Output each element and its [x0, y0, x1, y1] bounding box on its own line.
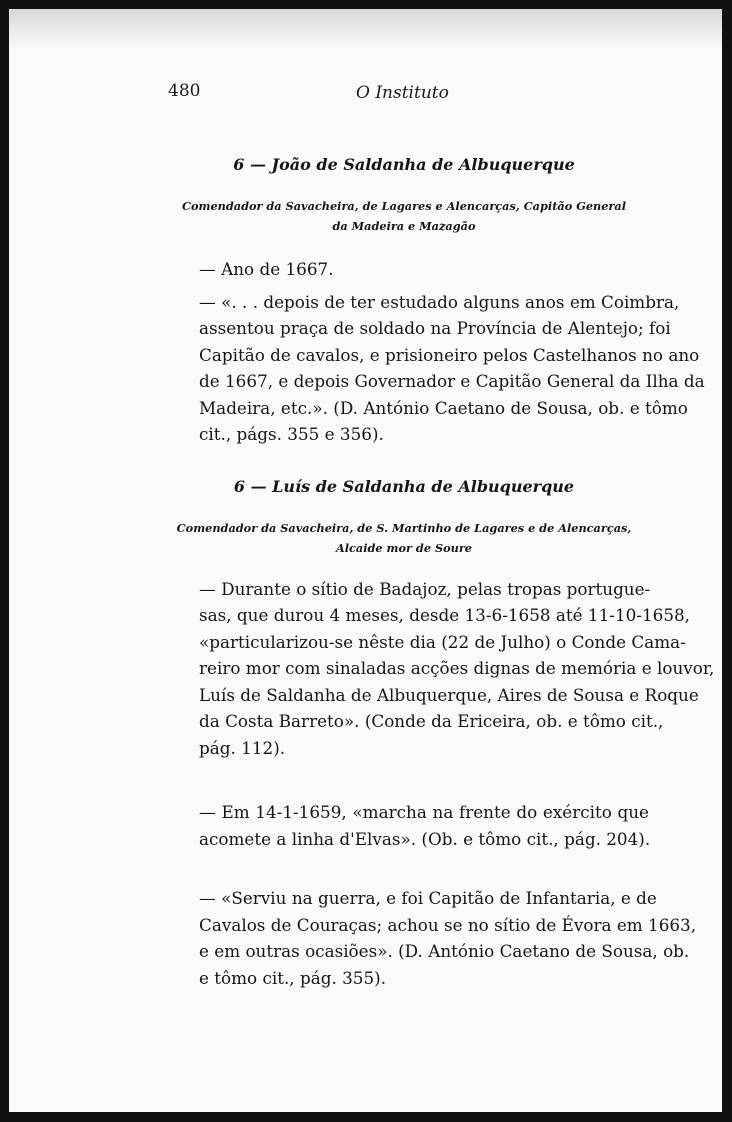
- text-line: e tômo cit., pág. 355).: [199, 967, 387, 988]
- paragraph: [159, 576, 715, 762]
- entry-luis-de-saldanha: [159, 476, 715, 992]
- text-line: — Em 14-1-1659, «marcha na frente do exército que: [199, 802, 649, 822]
- text-line: — «. . . depois de ter estudado alguns anos em Coimbra,: [199, 291, 680, 312]
- text-line: sas, que durou 4 meses, desde 13-6-1658 até 11-10-1658,: [199, 605, 691, 625]
- subtitle-line: Comendador da Savacheira, de S. Martinho de Lagares e de Alencarças,: [176, 520, 632, 535]
- text-line: — Durante o sítio de Badajoz, pelas tropas portugue-: [199, 578, 651, 599]
- text-line: acomete a linha d'Elvas». (Ob. e tômo cit., pág. 204).: [199, 828, 651, 849]
- text-line: — Ano de 1667.: [199, 259, 334, 279]
- text-line: pág. 112).: [199, 737, 286, 758]
- text-line: Capitão de cavalos, e prisioneiro pelos Castelhanos no ano: [199, 344, 700, 365]
- running-title: O Instituto: [356, 83, 449, 103]
- scan-shadow: [9, 9, 722, 49]
- entry-title: 6 — Luís de Saldanha de Albuquerque: [233, 476, 575, 496]
- text-line: Luís de Saldanha de Albuquerque, Aires de Sousa e Roque: [199, 684, 699, 705]
- text-line: — «Serviu na guerra, e foi Capitão de Infantaria, e de: [199, 888, 657, 908]
- entry-subtitle: [159, 518, 649, 558]
- entry-title: 6 — João de Saldanha de Albuquerque: [233, 155, 575, 174]
- text-line: Cavalos de Couraças; achou se no sítio de Évora em 1663,: [199, 914, 697, 935]
- entry-joao-de-saldanha: [159, 155, 705, 448]
- document-page: [9, 9, 722, 1112]
- text-line: Madeira, etc.». (D. António Caetano de Sousa, ob. e tômo: [199, 397, 688, 418]
- text-line: e em outras ocasiões». (D. António Caetano de Sousa, ob.: [199, 941, 690, 961]
- subtitle-line: da Madeira e Mazagão: [332, 219, 476, 233]
- text-line: de 1667, e depois Governador e Capitão General da Ilha da: [199, 371, 705, 391]
- paragraph: [159, 799, 649, 852]
- text-line: reiro mor com sinaladas acções dignas de memória e louvor,: [199, 658, 715, 678]
- text-line: da Costa Barreto». (Conde da Ericeira, ob. e tômo cit.,: [199, 711, 664, 731]
- page-body: [159, 155, 715, 991]
- page-header: [9, 81, 722, 111]
- page-number: 480: [168, 81, 201, 101]
- text-line: «particularizou-se nêste dia (22 de Julho) o Conde Cama-: [199, 631, 686, 652]
- subtitle-line: Alcaide mor de Soure: [335, 540, 472, 555]
- paragraph: [159, 885, 697, 991]
- subtitle-line: Comendador da Savacheira, de Lagares e Alencarças, Capitão General: [181, 199, 627, 213]
- paragraph: [159, 256, 649, 283]
- entry-subtitle: [159, 196, 649, 236]
- text-line: assentou praça de soldado na Província de Alentejo; foi: [199, 318, 671, 338]
- text-line: cit., págs. 355 e 356).: [199, 424, 384, 444]
- paragraph: [159, 289, 705, 448]
